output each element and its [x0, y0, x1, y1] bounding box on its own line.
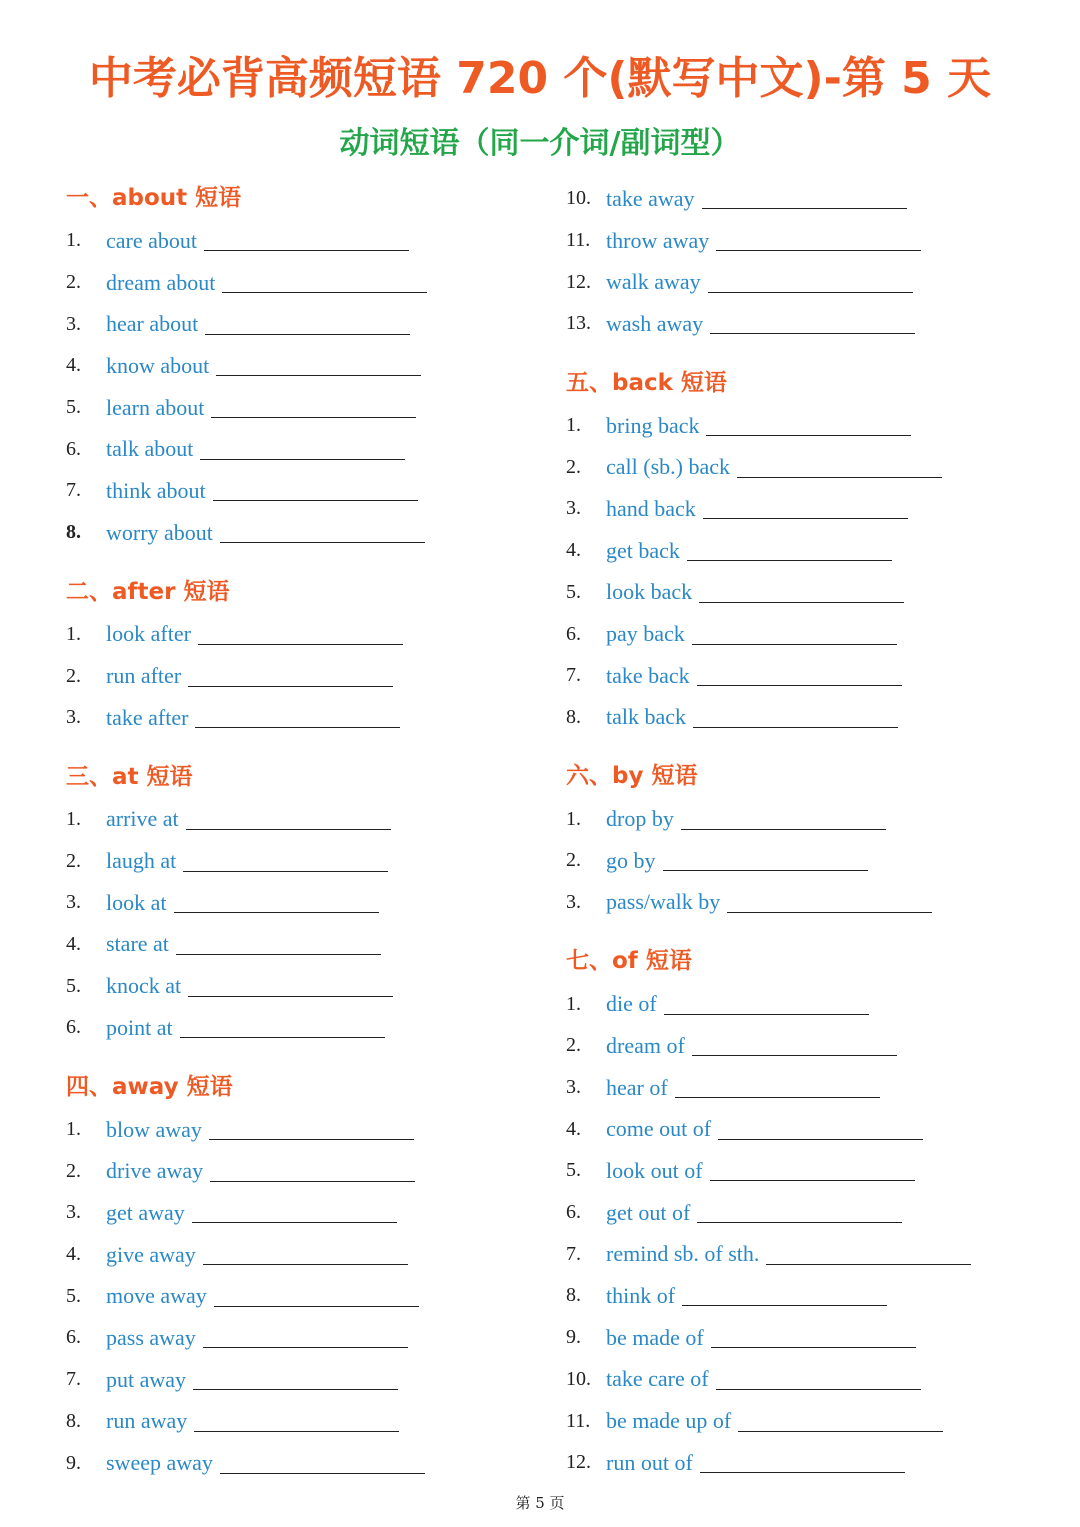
phrase-text: get out of: [606, 1199, 691, 1225]
phrase-item: [566, 1359, 1046, 1401]
answer-blank-line[interactable]: [180, 1017, 385, 1038]
phrase-item: [566, 1400, 1046, 1442]
answer-blank-line[interactable]: [664, 994, 869, 1015]
answer-blank-line[interactable]: [700, 1452, 905, 1473]
left-column: [66, 178, 536, 1484]
answer-blank-line[interactable]: [211, 397, 416, 418]
item-number: 4.: [66, 1243, 81, 1266]
item-number: 3.: [566, 497, 581, 520]
phrase-text: know about: [106, 352, 210, 378]
phrase-item: [66, 799, 536, 841]
item-number: 1.: [66, 622, 81, 645]
answer-blank-line[interactable]: [195, 707, 400, 728]
answer-blank-line[interactable]: [693, 707, 898, 728]
section-heading: 五、back 短语: [566, 369, 727, 396]
phrase-item: [66, 965, 536, 1007]
answer-blank-line[interactable]: [718, 1119, 923, 1140]
answer-blank-line[interactable]: [766, 1244, 971, 1265]
answer-blank-line[interactable]: [675, 1077, 880, 1098]
item-number: 12.: [566, 270, 591, 293]
answer-blank-line[interactable]: [702, 188, 907, 209]
page-subtitle: 动词短语（同一介词/副词型）: [339, 126, 741, 161]
item-number: 11.: [566, 1409, 591, 1432]
phrase-item: [66, 1401, 536, 1443]
answer-blank-line[interactable]: [198, 624, 403, 645]
answer-blank-line[interactable]: [708, 272, 913, 293]
phrase-text: throw away: [606, 227, 710, 253]
phrase-item: [66, 1109, 536, 1151]
answer-blank-line[interactable]: [710, 313, 915, 334]
phrase-text: take after: [106, 704, 189, 730]
phrase-item: [566, 882, 1046, 924]
phrase-text: drop by: [606, 806, 674, 832]
phrase-item: [66, 470, 536, 512]
phrase-text: dream about: [106, 269, 216, 295]
phrase-item: [66, 1317, 536, 1359]
item-number: 12.: [566, 1451, 591, 1474]
item-number: 6.: [66, 1016, 81, 1039]
answer-blank-line[interactable]: [194, 1411, 399, 1432]
answer-blank-line[interactable]: [188, 976, 393, 997]
item-number: 8.: [66, 1409, 81, 1432]
answer-blank-line[interactable]: [210, 1161, 415, 1182]
item-number: 6.: [66, 437, 81, 460]
item-number: 8.: [566, 705, 581, 728]
item-number: 5.: [66, 1284, 81, 1307]
answer-blank-line[interactable]: [209, 1119, 414, 1140]
phrase-text: walk away: [606, 269, 701, 295]
phrase-text: come out of: [606, 1116, 712, 1142]
item-number: 10.: [566, 187, 591, 210]
phrase-item: [566, 405, 1046, 447]
phrase-item: [566, 446, 1046, 488]
answer-blank-line[interactable]: [706, 415, 911, 436]
section-heading: 二、after 短语: [66, 578, 230, 605]
answer-blank-line[interactable]: [663, 850, 868, 871]
item-number: 2.: [66, 1159, 81, 1182]
answer-blank-line[interactable]: [220, 522, 425, 543]
phrase-item: [66, 428, 536, 470]
phrase-text: take back: [606, 662, 690, 688]
answer-blank-line[interactable]: [687, 540, 892, 561]
phrase-item: [566, 1192, 1046, 1234]
phrase-item: [566, 220, 1046, 262]
phrase-text: dream of: [606, 1032, 685, 1058]
phrase-text: hear about: [106, 311, 199, 337]
answer-blank-line[interactable]: [200, 439, 405, 460]
phrase-text: move away: [106, 1283, 207, 1309]
phrase-item: [66, 697, 536, 739]
item-number: 2.: [566, 455, 581, 478]
phrase-text: think about: [106, 477, 206, 503]
item-number: 8.: [566, 1284, 581, 1307]
phrase-item: [566, 303, 1046, 345]
phrase-item: [66, 345, 536, 387]
phrase-item: [566, 488, 1046, 530]
phrase-item: [566, 1067, 1046, 1109]
item-number: 3.: [66, 706, 81, 729]
item-number: 3.: [66, 891, 81, 914]
phrase-item: [66, 303, 536, 345]
phrase-item: [66, 1150, 536, 1192]
phrase-item: [566, 572, 1046, 614]
item-number: 3.: [66, 312, 81, 335]
phrase-text: give away: [106, 1241, 196, 1267]
item-number: 1.: [566, 992, 581, 1015]
section-heading: 六、by 短语: [566, 763, 698, 790]
item-number: 9.: [566, 1326, 581, 1349]
phrase-item: [566, 178, 1046, 220]
page-title: 中考必背高频短语 720 个(默写中文)-第 5 天: [88, 53, 992, 104]
phrase-item: [566, 697, 1046, 739]
section-heading: 三、at 短语: [66, 763, 193, 790]
phrase-item: [566, 1317, 1046, 1359]
phrase-text: sweep away: [106, 1450, 213, 1476]
item-number: 10.: [566, 1367, 591, 1390]
phrase-text: get back: [606, 537, 680, 563]
phrase-item: [566, 1442, 1046, 1484]
section-heading: 七、of 短语: [566, 948, 692, 975]
answer-blank-line[interactable]: [710, 1160, 915, 1181]
phrase-text: talk back: [606, 704, 687, 730]
answer-blank-line[interactable]: [204, 230, 409, 251]
phrase-text: talk about: [106, 436, 194, 462]
answer-blank-line[interactable]: [183, 851, 388, 872]
phrase-text: be made up of: [606, 1408, 732, 1434]
phrase-item: [566, 655, 1046, 697]
item-number: 6.: [566, 1201, 581, 1224]
phrase-text: take care of: [606, 1366, 709, 1392]
answer-blank-line[interactable]: [711, 1327, 916, 1348]
item-number: 1.: [66, 1118, 81, 1141]
phrase-text: look at: [106, 889, 167, 915]
answer-blank-line[interactable]: [192, 1202, 397, 1223]
item-number: 7.: [566, 664, 581, 687]
answer-blank-line[interactable]: [203, 1244, 408, 1265]
answer-blank-line[interactable]: [205, 314, 410, 335]
phrase-text: bring back: [606, 412, 700, 438]
item-number: 6.: [566, 622, 581, 645]
answer-blank-line[interactable]: [188, 666, 393, 687]
item-number: 1.: [566, 807, 581, 830]
phrase-text: be made of: [606, 1324, 704, 1350]
phrase-text: worry about: [106, 519, 213, 545]
item-number: 5.: [566, 580, 581, 603]
phrase-text: look back: [606, 579, 693, 605]
phrase-text: wash away: [606, 310, 704, 336]
phrase-item: [566, 261, 1046, 303]
answer-blank-line[interactable]: [213, 480, 418, 501]
answer-blank-line[interactable]: [697, 1202, 902, 1223]
phrase-text: arrive at: [106, 806, 179, 832]
phrase-item: [66, 1275, 536, 1317]
item-number: 1.: [66, 807, 81, 830]
phrase-text: hear of: [606, 1074, 668, 1100]
item-number: 7.: [566, 1242, 581, 1265]
phrase-text: learn about: [106, 394, 205, 420]
phrase-item: [566, 1108, 1046, 1150]
phrase-item: [66, 387, 536, 429]
answer-blank-line[interactable]: [203, 1327, 408, 1348]
answer-blank-line[interactable]: [176, 934, 381, 955]
page-footer: 第 5 页: [515, 1494, 565, 1512]
right-column: [566, 178, 1046, 1484]
phrase-text: point at: [106, 1014, 173, 1040]
answer-blank-line[interactable]: [692, 624, 897, 645]
phrase-text: laugh at: [106, 848, 177, 874]
item-number: 9.: [66, 1451, 81, 1474]
item-number: 5.: [66, 974, 81, 997]
phrase-item: [66, 1192, 536, 1234]
item-number: 2.: [66, 664, 81, 687]
phrase-text: care about: [106, 227, 197, 253]
phrase-item: [566, 798, 1046, 840]
phrase-text: stare at: [106, 931, 169, 957]
answer-blank-line[interactable]: [222, 272, 427, 293]
phrase-text: blow away: [106, 1116, 202, 1142]
answer-blank-line[interactable]: [216, 355, 421, 376]
item-number: 1.: [566, 414, 581, 437]
phrase-text: put away: [106, 1366, 187, 1392]
item-number: 6.: [66, 1326, 81, 1349]
phrase-text: pass away: [106, 1324, 196, 1350]
answer-blank-line[interactable]: [716, 230, 921, 251]
answer-blank-line[interactable]: [697, 665, 902, 686]
phrase-item: [66, 1442, 536, 1484]
phrase-text: take away: [606, 185, 695, 211]
answer-blank-line[interactable]: [214, 1286, 419, 1307]
phrase-item: [66, 512, 536, 554]
phrase-item: [66, 655, 536, 697]
answer-blank-line[interactable]: [703, 498, 908, 519]
phrase-item: [66, 1007, 536, 1049]
item-number: 5.: [66, 396, 81, 419]
answer-blank-line[interactable]: [220, 1453, 425, 1474]
phrase-text: pay back: [606, 621, 685, 647]
item-number: 2.: [566, 849, 581, 872]
item-number: 2.: [66, 271, 81, 294]
phrase-item: [66, 1359, 536, 1401]
phrase-item: [566, 1025, 1046, 1067]
phrase-item: [566, 1275, 1046, 1317]
phrase-item: [566, 840, 1046, 882]
answer-blank-line[interactable]: [174, 892, 379, 913]
phrase-text: knock at: [106, 973, 182, 999]
answer-blank-line[interactable]: [682, 1285, 887, 1306]
answer-blank-line[interactable]: [738, 1411, 943, 1432]
item-number: 8.: [66, 521, 81, 544]
phrase-item: [66, 1234, 536, 1276]
section-heading: 一、about 短语: [66, 185, 242, 211]
answer-blank-line[interactable]: [681, 809, 886, 830]
item-number: 2.: [66, 849, 81, 872]
item-number: 5.: [566, 1159, 581, 1182]
phrase-item: [66, 924, 536, 966]
phrase-text: run out of: [606, 1449, 693, 1475]
item-number: 3.: [66, 1201, 81, 1224]
item-number: 2.: [566, 1034, 581, 1057]
item-number: 4.: [566, 539, 581, 562]
phrase-item: [66, 882, 536, 924]
item-number: 4.: [66, 932, 81, 955]
phrase-text: look out of: [606, 1157, 703, 1183]
answer-blank-line[interactable]: [727, 892, 932, 913]
item-number: 3.: [566, 1076, 581, 1099]
phrase-text: look after: [106, 621, 191, 647]
item-number: 11.: [566, 229, 591, 252]
phrase-item: [566, 530, 1046, 572]
phrase-text: go by: [606, 847, 656, 873]
item-number: 7.: [66, 479, 81, 502]
phrase-text: hand back: [606, 495, 696, 521]
section-heading: 四、away 短语: [66, 1073, 233, 1100]
phrase-item: [66, 262, 536, 304]
phrase-text: get away: [106, 1199, 185, 1225]
answer-blank-line[interactable]: [692, 1035, 897, 1056]
item-number: 7.: [66, 1368, 81, 1391]
phrase-text: run after: [106, 663, 182, 689]
answer-blank-line[interactable]: [186, 809, 391, 830]
phrase-item: [566, 1150, 1046, 1192]
phrase-item: [66, 614, 536, 656]
item-number: 4.: [66, 354, 81, 377]
answer-blank-line[interactable]: [699, 582, 904, 603]
phrase-item: [66, 220, 536, 262]
phrase-text: run away: [106, 1408, 188, 1434]
item-number: 13.: [566, 312, 591, 335]
item-number: 3.: [566, 890, 581, 913]
answer-blank-line[interactable]: [193, 1369, 398, 1390]
answer-blank-line[interactable]: [716, 1369, 921, 1390]
phrase-text: pass/walk by: [606, 889, 721, 915]
phrase-item: [66, 840, 536, 882]
item-number: 1.: [66, 229, 81, 252]
phrase-item: [566, 1233, 1046, 1275]
phrase-item: [566, 613, 1046, 655]
phrase-text: die of: [606, 991, 657, 1017]
answer-blank-line[interactable]: [737, 457, 942, 478]
phrase-text: drive away: [106, 1158, 204, 1184]
phrase-item: [566, 983, 1046, 1025]
phrase-text: call (sb.) back: [606, 454, 730, 480]
phrase-text: think of: [606, 1282, 676, 1308]
item-number: 4.: [566, 1117, 581, 1140]
phrase-text: remind sb. of sth.: [606, 1241, 760, 1267]
